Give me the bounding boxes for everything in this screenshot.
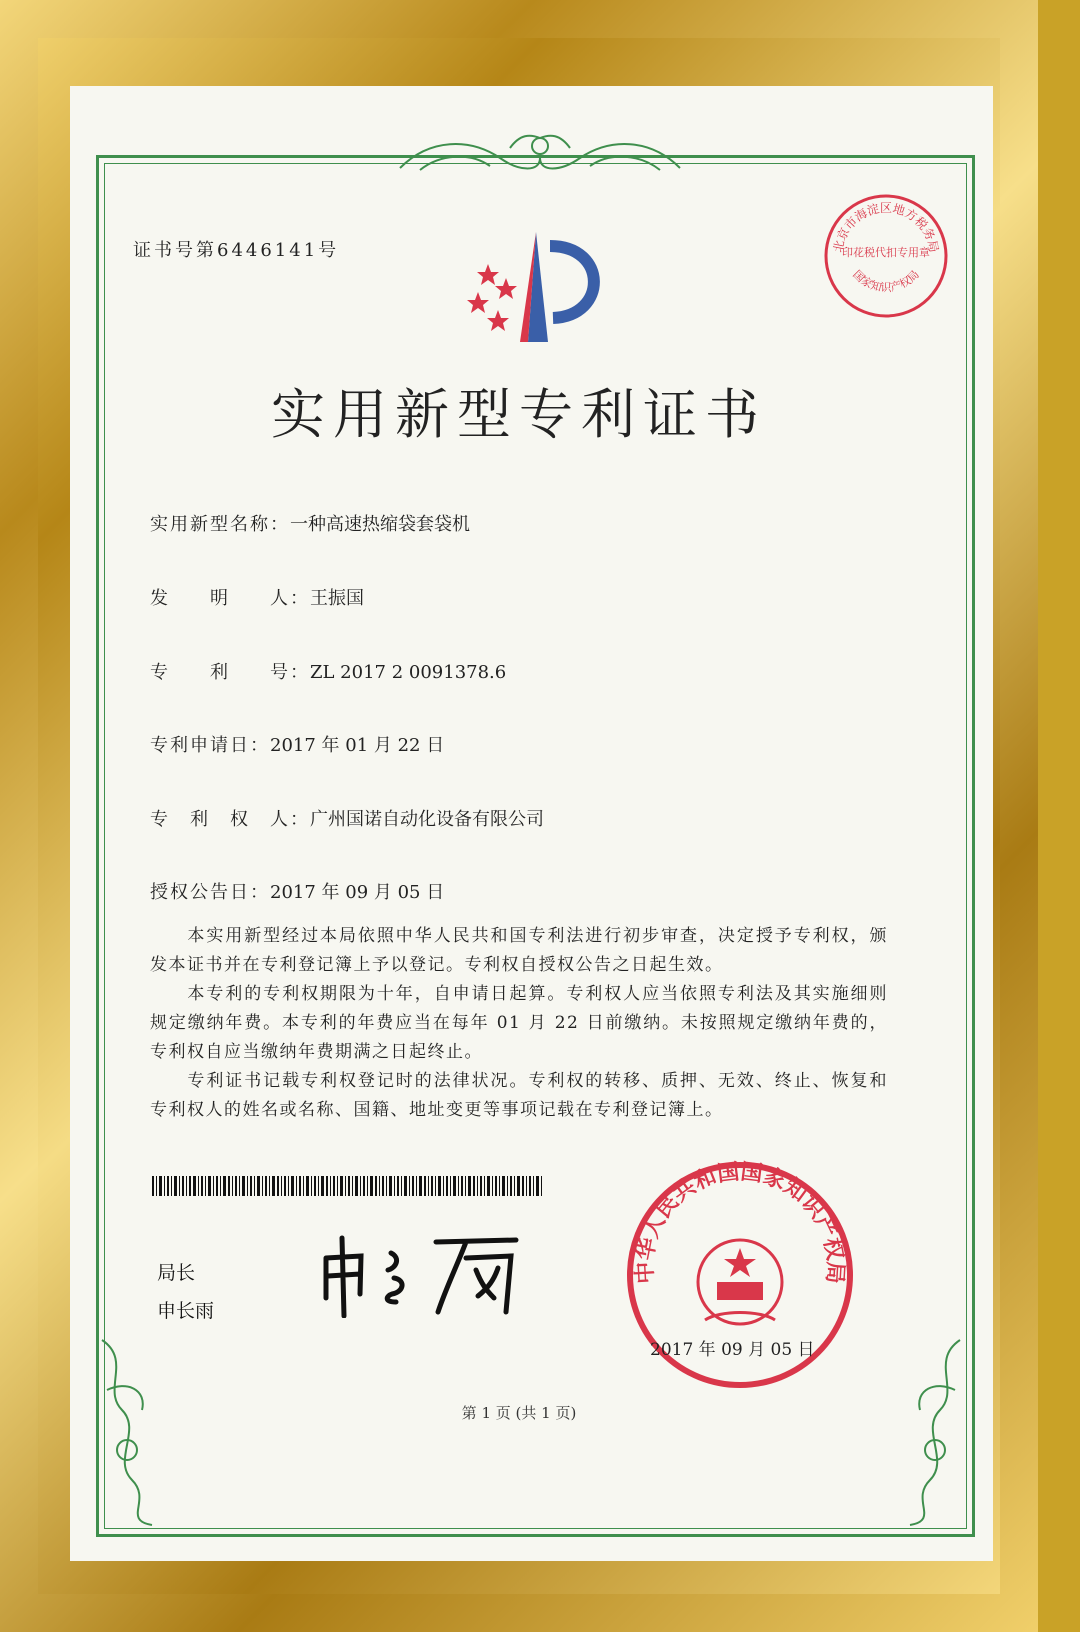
field-value: ZL 2017 2 0091378.6 (310, 662, 507, 683)
tax-seal-bottom-text: 国家知识产权局 (850, 267, 922, 295)
page-number: 第 1 页 (共 1 页) (461, 1404, 577, 1422)
field-inventor (150, 584, 364, 610)
field-label: 授权公告日： (150, 882, 270, 903)
field-label: 专利申请日： (150, 735, 270, 756)
signature-icon (316, 1228, 536, 1318)
cnipa-seal-arc-text: 中华人民共和国国家知识产权局 (632, 1160, 848, 1285)
bottom-right-ornament-icon (880, 1330, 970, 1530)
field-value: 王振国 (310, 588, 364, 609)
bottom-left-ornament-icon (92, 1330, 182, 1530)
certificate-body (150, 922, 888, 1125)
barcode-icon (152, 1176, 542, 1196)
top-ornament-icon (390, 128, 690, 182)
tax-seal-icon (820, 190, 952, 322)
field-value: 2017 年 01 月 22 日 (270, 735, 445, 756)
body-paragraph-2: 本专利的专利权期限为十年，自申请日起算。专利权人应当依照专利法及其实施细则规定缴纳年费。本专利的年费应当在每年 01 月 22 日前缴纳。未按照规定缴纳年费的，专利权自应当缴纳年费期满之日起终止。 (150, 984, 888, 1062)
field-label: 专 利 号： (150, 662, 310, 683)
body-paragraph-1: 本实用新型经过本局依照中华人民共和国专利法进行初步审查，决定授予专利权，颁发本证书并在专利登记簿上予以登记。专利权自授权公告之日起生效。 (150, 926, 888, 975)
field-label: 专 利 权 人： (150, 809, 310, 830)
official-title: 局长 (157, 1262, 196, 1284)
svg-text:国家知识产权局 (850, 268, 922, 294)
cnipa-logo-icon (458, 226, 618, 346)
field-label: 发 明 人： (150, 588, 310, 609)
field-value: 广州国诺自动化设备有限公司 (310, 809, 544, 830)
field-grant-date (150, 878, 444, 904)
field-value: 一种高速热缩袋套袋机 (290, 514, 470, 535)
field-utility-model-name (150, 510, 470, 536)
seal-date: 2017 年 09 月 05 日 (650, 1340, 815, 1360)
field-label: 实用新型名称： (150, 514, 290, 535)
official-name: 申长雨 (157, 1300, 215, 1322)
tax-seal-arc-text: 北京市海淀区地方税务局 (830, 201, 942, 254)
field-patentee (150, 805, 544, 831)
tax-seal-center-text: 印花税代扣专用章 (842, 246, 930, 259)
field-application-date (150, 731, 444, 757)
certificate-title: 实用新型专利证书 (271, 383, 767, 446)
field-value: 2017 年 09 月 05 日 (270, 882, 445, 903)
field-patent-number (150, 658, 506, 684)
body-paragraph-3: 专利证书记载专利权登记时的法律状况。专利权的转移、质押、无效、终止、恢复和专利权人的姓名或名称、国籍、地址变更等事项记载在专利登记簿上。 (150, 1071, 888, 1120)
certificate-number: 证书号第6446141号 (133, 240, 340, 261)
